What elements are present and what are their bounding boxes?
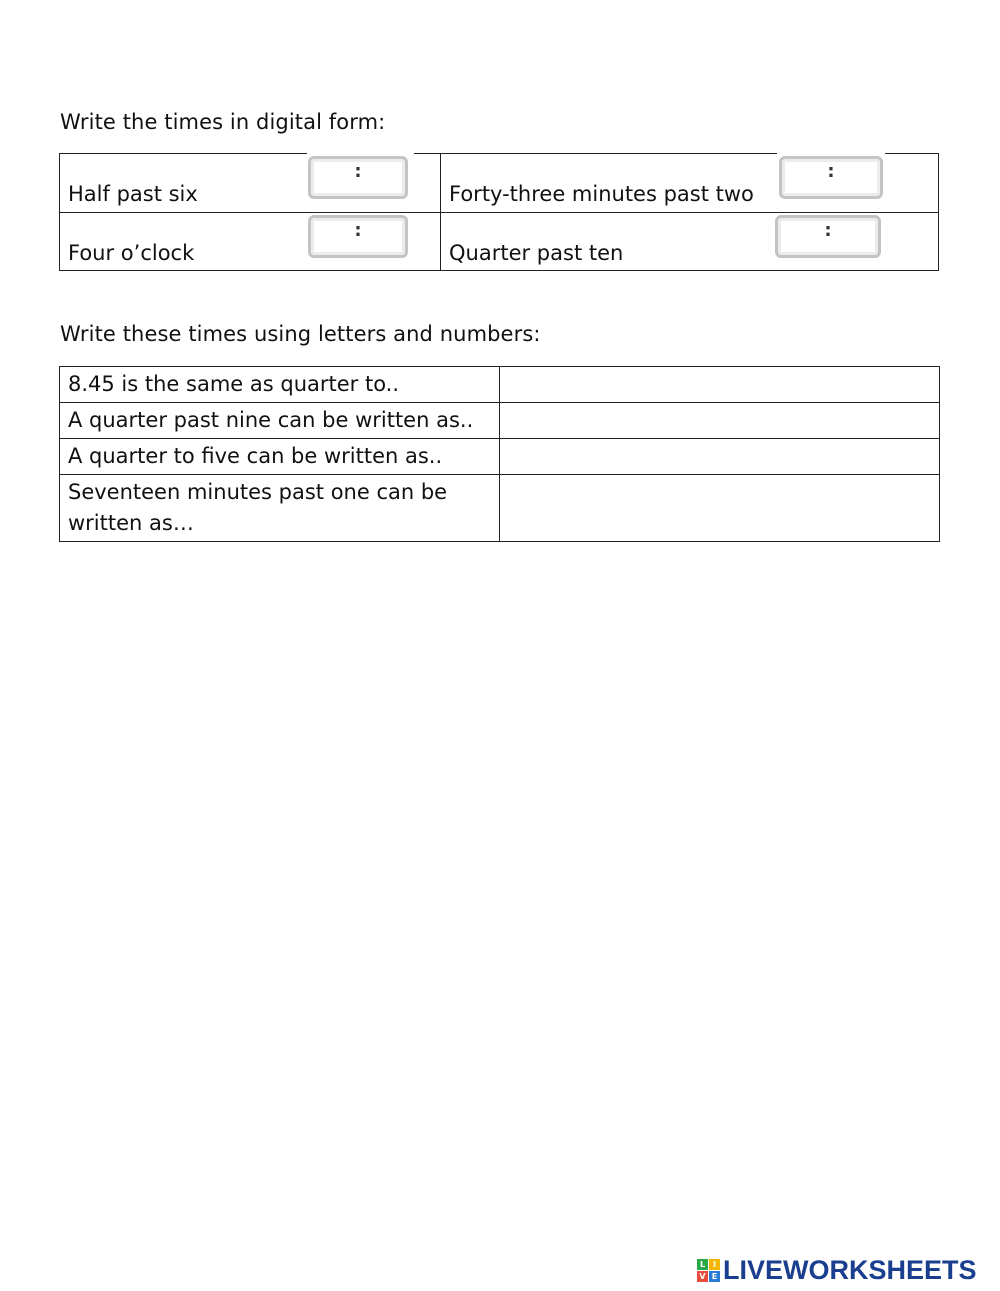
- time-label-four-oclock: Four o’clock: [68, 241, 195, 265]
- digital-time-input[interactable]: [775, 215, 881, 258]
- logo-text: LIVEWORKSHEETS: [723, 1254, 977, 1285]
- answer-input[interactable]: [500, 367, 940, 403]
- answer-input[interactable]: [500, 475, 940, 542]
- border-gap: [777, 152, 885, 155]
- colon-separator: :: [354, 220, 362, 241]
- time-label-forty-three-past-two: Forty-three minutes past two: [449, 182, 754, 206]
- colon-separator: :: [824, 220, 832, 241]
- section1-heading: Write the times in digital form:: [60, 110, 386, 134]
- question-cell: A quarter past nine can be written as..: [60, 403, 500, 439]
- answer-input[interactable]: [500, 403, 940, 439]
- question-cell: 8.45 is the same as quarter to..: [60, 367, 500, 403]
- table-row: [60, 403, 940, 439]
- digital-time-table: [59, 153, 939, 271]
- time-label-quarter-past-ten: Quarter past ten: [449, 241, 624, 265]
- time-label-half-past-six: Half past six: [68, 182, 198, 206]
- logo-mark-letter: V: [697, 1271, 708, 1282]
- digital-time-input[interactable]: [308, 215, 408, 258]
- table-row: [60, 439, 940, 475]
- digital-time-input[interactable]: [779, 156, 883, 199]
- answer-input[interactable]: [500, 439, 940, 475]
- logo-mark-letter: E: [709, 1271, 720, 1282]
- logo-mark-icon: [697, 1259, 720, 1282]
- question-cell: Seventeen minutes past one can be written as…: [60, 475, 500, 542]
- section2-heading: Write these times using letters and numbers:: [60, 322, 541, 346]
- table-row: [60, 475, 940, 542]
- liveworksheets-logo: [697, 1255, 977, 1285]
- logo-mark-letter: L: [697, 1259, 708, 1270]
- digital-time-input[interactable]: [308, 156, 408, 199]
- table-row: [60, 367, 940, 403]
- colon-separator: :: [827, 161, 835, 182]
- question-cell: A quarter to five can be written as..: [60, 439, 500, 475]
- border-gap: [307, 152, 414, 155]
- colon-separator: :: [354, 161, 362, 182]
- table-divider: [60, 212, 938, 213]
- logo-mark-letter: I: [709, 1259, 720, 1270]
- letters-numbers-table: [59, 366, 940, 542]
